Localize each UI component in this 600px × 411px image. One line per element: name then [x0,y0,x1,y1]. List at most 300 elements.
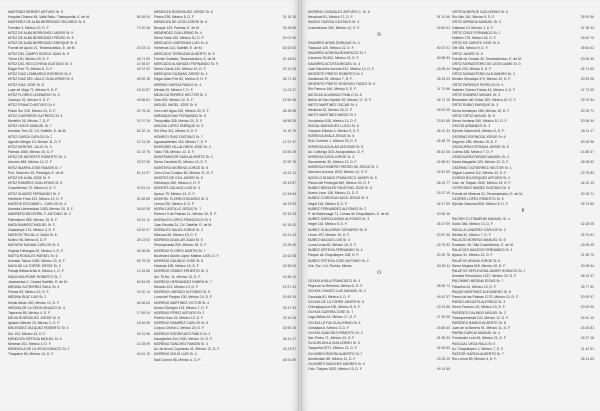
entry-phone: 45 71 50 [580,67,594,72]
entry-phone: 19 27 41 [282,284,296,289]
entry-text: MONTES DE OCA JAVIER Sr. 5 [154,176,203,180]
entry-phone: 26 31 56 [136,331,150,336]
entry-phone: 51 55 30 [436,336,450,341]
entry-text: OSSEGUERA FARIAS MANUEL Sr. 2 [452,155,510,160]
entry-text: Avenida Revolución 1227, México 20, D. F. [452,274,517,279]
entry-text: Patriotismo 555, México 19, D. F. [8,217,58,222]
entry-phone: 36 08 52 [580,160,594,165]
entry-text: Alvaro Obregón 113, México 7, D. F. [154,305,209,310]
entry-text: Edgar Poe 70, México 5, D. F. [8,67,54,72]
entry-text: MARRERO BECERRIL F. ANTONIO Sr. 2 [8,212,71,217]
entry-text: MONTAÑO VILLALOBOS JOSE Sr. 4 [154,144,211,149]
entry-phone: 11 70 86 [437,87,450,92]
entry-text: Fernández Leal 45, México 21, D. F. [452,336,507,341]
entry-phone: 20 01 96 [282,35,296,40]
entry-text: Virginia Fábregas 32, México 4, D. F. [8,248,64,253]
entry-text: MTEZ DEL RIO GOYENA GUSTAVO Sr. 3 [8,61,72,66]
entry-phone: 21 55 70 [580,253,594,258]
entry-text: Sierra Candela 92, México 10, D. F. [154,160,208,165]
entry-text: Ejército Nacional 505, México 5, D. F. [452,201,509,206]
entry-phone: 43 68 24 [436,66,450,71]
entry-phone: 42 86 12 [282,274,296,279]
entry-text: Agustín Melgar 13, México 11, D. F. [8,139,62,144]
directory-entry [452,357,594,362]
entry-phone: 20 12 08 [282,67,296,72]
entry-text: PASCUAL VEGA RAUL Sr. 5 [452,341,496,346]
entry-text: Boulevard Adolfo López Mateos 1400, D. F. [154,253,220,258]
entry-text: PARDO ARGUETA ALFREDO Sr. 3 [452,300,506,305]
entry-text: OSOGUERA ESTRADA JORGE Sr. 5 [452,144,509,149]
entry-phone: 20 08 64 [580,263,594,268]
entry-text: MTEZ FLORES LEONARDO Sr. 5 [8,93,60,97]
entry-text: MTEZ DE ALBA JOSE Sr. 9 [8,176,50,180]
entry-text: Avenida Tres 22, Cd. Satélite, E. de M. [8,129,67,134]
entry-text: MATEOS ESCOBAR L. CARLOS Sr. 4 [8,201,67,206]
entry-text: MEJIA RODRIGUEZ JORGE Sr. 8 [8,316,60,321]
entry-text: Guadalupe 174, México 3, D. F. [8,227,56,232]
entry-text: MONTES GALAVIZ LUIS Sr. 3 [154,186,200,191]
entry-text: ORTIZ ORTIZ MIGUEL Sr. 5 [452,113,495,118]
entry-phone: 25 28 85 [282,25,296,30]
entry-phone: 23 81 68 [436,118,450,123]
entry-text: NICOLAS ALVARADO PABLO Sr. 8 [308,92,362,97]
entry-text: MORENO GALINDO JOSE Sr. 8 [154,259,204,263]
entry-text: MONROY RUIZ GUSTAVO Sr. 7 [154,134,203,139]
entry-phone: 45 11 17 [581,129,594,134]
entry-text: PACHECO OTAMENDI MANUEL Sr. 4 [452,217,510,222]
entry-phone: 20 06 30 [580,56,594,61]
entry-text: ORTIZ ARRIAGA MANUEL Sr. 3 [452,20,501,25]
entry-text: NAVARRO ACOSTA MIGUEL Sr. 4 [308,61,361,66]
entry-text: MORENO MARTINEZ VICTOR Sr. 4 [154,300,210,305]
entry-text: MELENDEZ VAZQUEZ ROBERTO Sr. 4 [8,326,69,331]
entry-phone: 63 58 53 [436,56,450,61]
entry-text: Sodio 346, México 13, D. F. [452,222,494,227]
entry-text: Xola 400, México 12, D. F. [154,98,194,103]
entry-text: ORTIZ DE ZARATE JOSE Sr. 6 [452,41,500,46]
entry-text: MORENO LIBRADO ALFONSO Sr. 9 [154,290,210,295]
entry-text: Lope de Vega 71, México 5, D. F. [8,87,58,92]
entry-phone: 24 96 03 [282,264,296,269]
entry-text: Ignacio Allende 23, México 1, D. F. [8,321,61,326]
entry-phone: 44 56 63 [136,300,150,305]
entry-text: MONTIEL FLORES RICARDO Sr. 5 [154,196,208,201]
entry-text: MTEZ GARZA CARLOS Sr. 2 [8,134,53,139]
entry-phone: 45 71 36 [282,77,296,82]
entry-phone: 24 62 58 [282,253,296,258]
entry-text: PAQUE MARTINEZ ALEJANDRO Sr. 5 [452,289,511,294]
entry-phone: 43 55 19 [282,150,296,155]
entry-text: Galeana 13, México 1, D. F. [452,25,494,30]
entry-text: MERCADO TERRAZAS ALBERTO Sr. 5 [154,51,215,56]
entry-text: Río Nilo 161, México 5, D. F. [452,15,495,20]
entry-text: MORENO FLORES MARTIN Sr. 7 [154,248,206,253]
entry-text: Miramar 201, México 4, D. F. [8,342,52,346]
entry-text: Platón 290, México 5, D. F. [154,15,195,20]
entry-text: Cerro Dos Conejos 80, México 21, D. F. [154,170,214,175]
entry-phone: 19 50 45 [282,98,296,103]
entry-text: Sierra Ventana 340, México 10, D. F. [452,118,508,123]
entry-text: Tizayuca 120, México 21, D. F. [308,45,355,50]
entry-phone: 25 91 96 [580,15,594,20]
entry-phone: 44 02 11 [283,170,296,175]
entry-phone: 45 64 62 [580,46,594,51]
entry-phone: 51 41 97 [136,170,150,175]
right-page [300,0,600,411]
entry-text: Ote 158, México 9, D. F. [452,46,489,51]
entry-text: MENDOZA RODRIGUEZ JORGE Sr. 5 [154,10,213,14]
entry-phone: 63 90 11 [437,263,450,268]
entry-phone: 45 48 79 [436,139,450,144]
entry-text: NUÑEZ ORTEGA FERNANDO Sr. 4 [308,248,363,253]
entry-phone: 11 42 51 [581,346,594,351]
entry-phone: 14 88 37 [580,150,594,155]
entry-text: MORENO SOLIS LUIS Sr. 4 [154,352,197,357]
entry-text: MTEZ HOICE MANUEL Sr. 7 [8,124,52,129]
entry-text: Loma Linda 60, México 18, D. F. [308,243,357,248]
entry-text: NORIEGA ROMERO PEDRO DE JESUS Sr. 2 [308,165,379,170]
entry-text: ORTIZ RAMIREZ MIGUEL Sr. 3 [452,93,501,97]
entry-phone: 49 42 37 [436,294,450,299]
entry-text: Juan de la Barrera 91, México 11, D. F. [452,326,511,331]
entry-text: Ajusco 75, México 13, D. F. [154,191,196,196]
entry-text: Calz. de Tlalpan 1542, México 13, D. F. [452,181,512,186]
entry-phone: 50 07 51 [436,45,450,50]
entry-text: Ocampo 31, México 5, D. F. [8,98,50,103]
entry-text: Valentín Gómez Farías 43, México 4, D. F. [452,87,516,92]
entry-text: NIETO MARTINEZ OSCAR Sr. 4 [308,103,358,107]
entry-text: Molino 98, México 8, D. F. [8,238,48,243]
entry-phone: 56 48 04 [136,15,150,20]
entry-phone: 18 52 07 [136,227,150,232]
entry-text: Canarios 25-502, México 19, D. F. [308,56,360,61]
entry-phone: 28 34 03 [436,77,450,82]
entry-text: Tlacoquemécatl 142, México 12, D. F. [452,315,509,320]
entry-text: Juan Escutia 24, Cd. Satélite, E. de M. [154,222,213,227]
entry-phone: 27 30 05 [436,315,450,320]
entry-phone: 18 46 95 [136,321,150,326]
entry-text: OCHOA LEYVA GUILLERMO Sr. 4 [308,320,361,325]
entry-phone: 24 20 14 [136,290,150,295]
entry-text: MTEZ FRANCO ARTURO Sr. 6 [8,103,56,108]
entry-text: MTEZ DE ALBA BERRONDO JAVIER Sr. 9 [8,30,74,35]
entry-phone: 11 97 25 [137,118,150,123]
entry-text: NEGRETE PRIETO RODRIGO TADEO Sr. 5 [308,82,376,87]
entry-phone: 46 23 90 [282,201,296,206]
entry-text: MERCADO ALVARADO FERNANDO Sr. 9 [154,61,218,66]
entry-text: Hegel 116, México 5, D. F. [308,201,348,206]
entry-text: NUÑEZ CORDOVA HUGO JESUS Sr. 9 [308,196,369,201]
entry-text: Cerro del Agua 150, México 20, D. F. [154,108,210,113]
entry-phone: 20 96 30 [580,118,594,123]
entry-text: NUÑEZ GARCIA ARIAS ALFONSO Sr. 3 [308,217,370,222]
directory-entry [8,352,150,357]
entry-phone: 45 36 56 [136,248,150,253]
entry-text: Hegel 233, México 5, D. F. [452,67,492,72]
entry-phone: 10 34 54 [282,191,296,196]
entry-text: OSORNO ESPINOZA JORGE Sr. 6 [452,134,506,139]
entry-text: Heriberto Frías 321, México 12, D. F. [8,196,64,201]
entry-text: MAZA MAUPOME ROBERTO Sr. 7 [8,274,62,279]
entry-phone: 31 18 18 [282,15,296,20]
entry-text: Hortensia 114, Satélite, E. de M. [154,46,203,51]
entry-phone: 43 26 29 [436,356,450,361]
entry-phone: 20 15 33 [282,212,296,217]
entry-text: MATA RAMIREZ MIGUEL Sr. 3 [8,222,55,227]
entry-phone: 49 14 55 [436,367,450,372]
entry-phone: 44 51 19 [136,352,150,357]
entry-phone: 62 60 52 [282,46,296,51]
entry-text: Filósofos 51, México 13, D. F. [452,284,497,289]
entry-text: Holbein 175, México 18, D. F. [452,35,497,40]
entry-text: MORENO GONZALEZ ARTURO C. Sr. 5 [308,10,370,14]
entry-phone: 12 34 66 [136,269,150,274]
entry-text: Campos Elíseos 4, México 5, D. F. [308,128,360,133]
entry-phone: 23 75 83 [580,170,594,175]
entry-text: OCHOA CHAVEZ LUIS MANUEL Sr. 2 [308,289,367,294]
entry-text: MORENO HERNANDEZ RUBEN Sr. 7 [154,279,213,284]
entry-text: MATTA ROSALES RAFAEL Sr. 6 [8,253,58,258]
entry-phone: 28 14 63 [580,357,594,362]
entry-phone: 20 03 14 [136,46,150,51]
entry-text: NUÑEZ FERNANDEZ ALFONSO Sr. 2 [308,206,367,211]
entry-text: Río Panuco 160, México 5, D. F. [308,87,357,92]
entry-text: Medicina 32, México 20, D. F. [308,108,353,113]
entry-phone: 17 89 24 [136,310,150,315]
entry-phone: 45 86 81 [136,98,150,103]
entry-phone: 25 70 61 [580,232,594,237]
entry-text: Av. de Arcos Coyoacán 41, México 12, D. F. [154,347,220,352]
entry-text: OYERVIDES IBAÑEZ GUSTAVO Sr. 5 [452,186,510,191]
entry-text: Amores 848, México 12, D. F. [8,160,53,165]
entry-text: Orb. Sur, Col. Florida, México [308,263,353,268]
entry-phone: 39 77 32 [580,284,594,289]
entry-phone: 23 70 94 [580,98,594,103]
entry-phone: 48 24 77 [436,180,450,185]
entry-text: Paseo de las Palmas 1270, México 10, D. F. [452,294,519,299]
entry-phone: 12 31 28 [136,139,150,144]
entry-text: Sánchez Azcona 1515, México 12, D. F. [308,170,368,175]
directory-entry [308,367,450,372]
entry-text: OLIVARES SANCHEZ ANDRES Sr. 4 [308,362,365,366]
entry-text: MEZA GUTIERREZ HECTOR Sr. 2 [154,93,207,97]
entry-phone: 63 25 96 [580,139,594,144]
entry-text: NORIEGA AGUILAR ANTONIO Sr. 5 [308,144,364,149]
entry-phone: 73 20 45 [136,25,150,30]
entry-text: MAYA DE LA TORRE JORGE Sr. 3 [8,264,61,269]
entry-text: Río Elba 311, México 5, D. F. [154,129,198,134]
entry-text: Tierra 130, México 20, D. F. [8,56,50,61]
entry-text: MARTINEZ DE ALBA BERRONDO RICARDO Sr. 9 [8,20,86,25]
entry-phone: 62 84 05 [136,279,150,284]
entry-text: MEDINA GUTIERREZ RAUL Sr. 4 [8,284,60,289]
entry-text: San Pedro 71, México 10, D. F. [308,336,355,341]
entry-text: OSCOS ARMANDO Sr. 3 [452,124,491,129]
entry-text: Prado Sur 315, México 10, D. F. [8,108,57,113]
entry-text: Sacramento 30, México 12, D. F. [308,160,358,165]
entry-text: OCHOA SANCHEZ ERNESTO Sr. 3 [308,330,363,335]
entry-text: Fuente de Apolo 21, Tecamachalco, E. de M. [8,46,76,51]
entry-phone: 48 71 99 [136,56,150,61]
entry-text: MTEZ GUERRERO ALFREDO Sr. 4 [8,113,63,118]
entry-text: PALOMINO MEDINA JESUS Sr. 7 [452,279,504,284]
entry-text: Ejército Nacional 8, México 5, D. F. [452,129,505,134]
entry-phone: 32 28 05 [580,222,594,227]
entry-text: Juan Sánchez Azcona 512, México 12, D. F. [308,66,375,71]
entry-text: Bahía de San Hipólito 52, México 17, D. F. [308,97,372,102]
entry-text: MATHEW KANIAN CARLOS Sr. 5 [8,243,60,248]
entry-text: MOLINA LOPEZ ENRIQUE Sr. 3 [154,124,204,129]
entry-phone: 20 87 36 [436,232,450,237]
directory-entry [154,358,296,363]
entry-text: MUÑOZ GARCIA GUSTAVO Sr. 3 [308,20,360,25]
entry-text: Santa Margarita 120, México 12, D. F. [452,160,509,165]
entry-phone: 45 37 02 [136,67,150,72]
entry-phone: 20 81 24 [136,186,150,191]
entry-text: NAVARRO AGREDA BONIFACIO Sr. 3 [308,51,367,56]
entry-text: MTEZ SUAREZ FERNANDO Sr. 3 [8,191,60,196]
entry-text: Nevado 101, México 13, D. F. [154,284,199,289]
entry-text: MTEZ DE NEGRETE ROBERTO Sr. 4 [8,155,66,160]
entry-text: Fresas 59, México 12, D. F. [8,290,50,295]
entry-text: Retorno 5 de Palmas 14, México 10, D. F. [154,212,217,217]
entry-text: MTEZ DE ALBA BERRONDO ENRIQUE Sr. 8 [8,41,77,46]
entry-text: MENDOZA ORTEGA MIGUEL Sr. 6 [8,336,62,341]
entry-text: PALACIOS MACEDO FERNANDO Sr. 3 [452,248,513,253]
entry-phone: 45 27 59 [436,222,450,227]
entry-text: Limón 49T, México 10, D. F. [308,232,350,237]
entry-text: NOGAL MAYAGUES LUCIO Sr. 6 [308,123,359,128]
entry-text: Colima 338, México 7, D. F. [452,150,494,155]
entry-text: PAREDES RAMOS ALBERTO Sr. 8 [452,320,506,325]
entry-text: Cuauhtémoc 260, México 12, D. F. [308,25,361,30]
entry-phone: 33 90 15 [282,326,296,331]
entry-text: MORALES SALAS JORGE Sr. 3 [154,227,203,232]
entry-text: PALAFOX ARANA JORGE Sr. 6 [452,258,501,263]
entry-text: MTEZ DIAZ LOMBARDO RODRIGO Sr. 9 [8,72,72,77]
entry-text: NORIEGA SOSA JORGE Sr. 3 [308,154,355,159]
entry-phone: 56 42 08 [436,149,450,154]
entry-text: ORTIZ MONASTERIO DE LEON JAIME Sr. 3 [452,61,521,66]
section-letter: O [377,271,381,276]
entry-text: Sadi Carnot 58, México 4, D. F. [154,357,201,362]
entry-text: PALAFOX SEPULVEDA JAVIER HORACIO Sr. 3 [452,269,526,273]
entry-text: Monte Albán 330, México 12, D. F. [8,300,60,305]
entry-text: OLGUIN AVILA GUILLERMO Sr. 5 [308,341,360,346]
entry-text: Insurgentes Sur 1000, México 12, D. F. [154,336,213,341]
entry-phone: 18 68 60 [436,325,450,330]
entry-phone: 24 58 91 [436,160,450,165]
entry-text: MORENO GOMEZ ERNESTO Sr. 3 [154,269,208,274]
entry-text: Avenida Toluca 1060, México 20, D. F. [8,259,66,263]
entry-text: MORALES LOPEZ FRANCISCO Sr. 8 [154,217,212,222]
entry-phone: 43 62 70 [580,35,594,40]
directory-column [8,10,150,358]
entry-text: MENDOZA DE LEON JORGE Sr. 6 [154,20,208,25]
entry-phone: 43 75 52 [436,243,450,248]
entry-text: MORENO PEREZ ARTURO Sr. 2 [154,310,205,315]
entry-text: Amsterdam 88, México 11, D. F. [308,356,356,361]
entry-text: OLIVARES RIVERA ALBERTO Sr. 9 [308,351,363,356]
entry-text: Sierra Tezonco 19, México 10, D. F. [452,305,506,310]
entry-text: MTEZ RAMIREZ GUILLERMO Sr. 5 [8,181,63,186]
entry-phone: 43 06 29 [580,243,594,248]
entry-text: Parque de Chapultepec 108, D. F. [308,253,360,258]
entry-phone: 30 46 89 [136,196,150,201]
entry-text: Montes Himalaya 370, México 10, D. F. [452,77,511,82]
entry-text: MTEZ DE ALBA BERRONDO PEDRO Sr. 9 [8,35,74,40]
entry-phone: 62 32 14 [136,129,150,134]
entry-text: Porfirio Díaz 19, México 12, D. F. [154,316,204,321]
entry-phone: 14 28 99 [136,342,150,346]
entry-phone: 34 62 08 [136,207,150,212]
entry-phone: 25 73 85 [580,201,594,206]
entry-text: Chimalpopoca 135, México 8, D. F. [308,304,361,309]
entry-text: Ajusco 31, México 13, D. F. [452,253,494,258]
entry-text: Cintalapa 6, México 3, D. F. [308,325,350,330]
entry-phone: 15 20 87 [136,87,150,92]
entry-text: NEGRETE PRIETO ROBERTO Sr. 5 [308,71,364,76]
entry-text: Ruiz Cortines 1, México 20, D. F. [308,139,358,144]
entry-text: Sierra Vista 100, México 10, D. F. [154,35,205,40]
entry-text: MORENO RODRIGUEZ PABLO Sr. 8 [154,331,211,336]
entry-phone: 62 16 42 [282,222,296,227]
entry-phone: 48 58 25 [282,118,296,123]
entry-text: OVIEDO BOJORQUEZ ARTURO Sr. 2 [452,176,511,180]
entry-text: MATEOS TRUJILLO JUAN Sr. 8 [8,233,57,238]
entry-text: MERCADO GUZMAN JORGE Sr. 2 [154,72,208,77]
entry-phone: 20 25 71 [580,108,594,113]
entry-text: PARRA GARCIA MANUEL Sr. 4 [452,331,500,336]
entry-text: NUÑEZ ORTEGA JOSE ANTONIO Sr. 3 [308,258,369,263]
entry-text: Holanda 158, México 13, D. F. [154,264,200,269]
entry-phone: 20 26 71 [580,191,594,196]
entry-phone: 51 10 66 [436,15,450,20]
entry-phone: 45 71 10 [436,97,450,102]
entry-text: Av. Chapultepec 1, México 7, D. F. [452,346,504,351]
section-letter: N [377,32,381,38]
entry-phone: 10 08 87 [136,61,150,66]
entry-text: PALACIO MORENO MANUEL Sr. 5 [452,237,506,242]
entry-text: MERCADO CARDENAS LUIS Sr. 8 [154,41,208,46]
entry-text: Ecatepec 49, Villa Cuauhtémoc, E. de M. [452,243,514,248]
entry-text: Mérida 32, México 7, D. F. [452,232,492,237]
entry-text: Av. Coltongo 318, Azcapotzalco, D. F. [308,149,365,154]
entry-text: MARTINEZ BERNEY ARTURO Sr. 9 [8,10,64,14]
entry-text: ORTIZ PAREDES PATRICIO Sr. 4 [452,82,504,87]
entry-text: MTEZ MONTIEL JULIO Sr. 3 [8,144,52,149]
entry-text: MIRANDA DIAZ FERNANDO Sr. 5 [154,113,206,118]
entry-text: Miguel Laurent 112, México 12, D. F. [452,170,507,175]
entry-phone: 20 30 76 [436,253,450,258]
entry-phone: 24 81 99 [436,170,450,175]
entry-text: MORENO SANCHEZ RAMON Sr. 3 [154,342,208,346]
entry-phone: 49 15 67 [282,181,296,186]
entry-text: Sierra Gorda 140, México 10, D. F. [154,67,207,72]
entry-text: Río Lerma 89, México 5, D. F. [452,357,497,362]
entry-text: Mérida 20, México 7, D. F. [154,87,194,92]
entry-text: Tapicería 85, México 4, D. F. [8,310,51,315]
entry-text: NUÑEZ MACIAS LUIS Sr. 3 [308,237,351,242]
entry-text: ORTEGA BERLIE GUILLERMO Sr. 5 [452,10,508,14]
entry-phone: 19 23 86 [436,304,450,309]
entry-text: NIETO MARTINEZ MARIO Sr. 6 [308,113,357,118]
entry-text: Fuentes 3, México 10, D. F. [8,25,50,30]
directory-column [154,10,296,363]
entry-text: MONTEMAYOR SADA ALBERTO Sr. 2 [154,155,213,160]
entry-text: ORTIZ MONASTERIO ALEJANDRO Sr. 3 [452,72,515,77]
entry-text: MORA CASTILLO JESUS Sr. 7 [154,207,202,212]
